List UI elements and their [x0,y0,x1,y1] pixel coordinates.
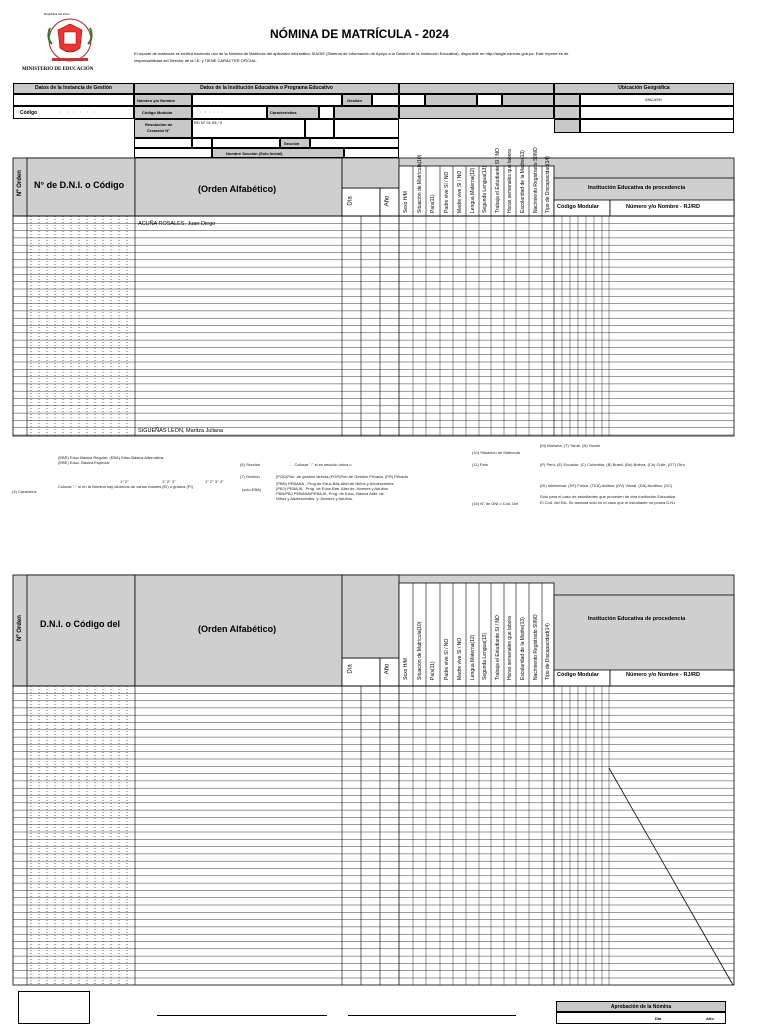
orden-label: Nº Orden [16,170,23,196]
rotated-header-3: Padre vive SI / NO [443,171,450,213]
note-3: (6) Sección [240,462,261,467]
note-15: 1° 2° 3° [162,479,176,484]
institucion-label: Datos de la Institución Educativa o Programa Educativo [200,85,333,91]
aprobacion-row [556,1012,726,1024]
alfabetico-label: (Orden Alfabético) [198,184,277,194]
rotated-header-11: Tipo de Discapacidad(14) [545,156,551,213]
aprobacion-label: Aprobación de la Nómina [610,1004,672,1010]
note-16: 1° 2° 3° 4° [205,479,224,484]
rotated-header-1: Situación de Matrícula(10) [416,154,423,213]
footer-line-2 [348,1015,516,1016]
rotated-header-3: Padre vive SI / NO [443,638,450,680]
rotated-header-10: Nacimiento Registrado SI/NO [532,614,539,680]
page-title: NÓMINA DE MATRÍCULA - 2024 [270,27,449,41]
rotated-header-6: Segunda Lengua(13) [482,166,488,213]
dni-label: N° de D.N.I. o Código [34,180,125,190]
rotated-header-9: Escolaridad de la Madre(13) [519,617,526,680]
resolucion-label-2: Creación N° [147,128,170,133]
codigo-modular-col-2: Código Modular [557,672,599,678]
note-20: (M) Mañana, (T) Tarde, (N) Noche [540,443,601,448]
ubicacion-label: Ubicación Geográfica [618,85,670,91]
caracteristica-label: Característica [270,110,297,115]
nombre-seccion-label: Nombre Sección (Solo Inicial) [226,151,283,156]
note-19: (16) N° de DNI o Cod. Del [472,501,519,506]
orden-label-2: Nº Orden [16,615,23,641]
anio-label-2: Año [384,663,391,675]
dia-label: Día [347,196,354,206]
seccion-label: Sección [284,141,300,146]
codigo-label: Código [20,110,38,116]
description-line-2: responsabilidad del Director de la I.E. y TIENE CARÁCTER OFICIAL. [134,58,258,63]
rotated-header-2: País(11) [430,661,436,680]
footer-box-left [18,991,90,1024]
note-4: ... Colocar "-" si es sección única o [290,462,352,467]
rotated-header-4: Madre vive SI / NO [456,170,463,213]
note-21: (P) Perú, (E) Ecuador, (C) Colombia, (B) Brasil, (Bo) Bolivia, (Ch) Chile, (OT) Otro [540,462,685,467]
alfabetico-label-2: (Orden Alfabético) [198,624,277,634]
note-6: (PGD)Púb. de gestión directa,(PGP)Pub.de Gestión Privada, (PR) Privada [276,474,408,479]
seal-caption: República del Perú [44,12,70,16]
codigo-modular-label: Código Modular [142,110,173,115]
cancel-diagonal-line [609,768,733,985]
rotated-header-10: Nacimiento Registrado SI/NO [532,147,539,213]
rotated-header-9: Escolaridad de la Madre(13) [519,150,526,213]
note-1: (EBR) Educ.Básica Regular, (EBA) Educ.Básica Alternativa, [58,455,165,460]
fecha-cell [342,575,399,658]
resolucion-value: RD N° 01 05 / 0 [194,120,223,125]
rotated-header-6: Segunda Lengua(13) [482,633,488,680]
rotated-header-8: Horas semanales que labora [507,616,513,680]
first-student: ACUÑA ROSALES, Juan Diego [138,221,216,227]
note-8: (PBJ) PEBAJA , Prog. de Educ.Bás. Alter.de Jóvenes y Adultos [276,486,388,491]
fecha-cell [342,158,399,188]
description-line-1: El reporte de matrícula se emitirá haciendo uso de la Nómina de Matrícula del aplicativo informático SIAGIE (Sistema de Información de Apoyo a la Gestión de la Institución Educativa), disponible en http://siagie.minedu.gob.pe. Este reporte es de [134,51,569,56]
dni-header-cell [27,575,135,686]
codigo-dots: : : : : : : [60,109,95,114]
rotated-header-1: Situación de Matrícula(10) [416,621,423,680]
table-1-body [13,216,734,436]
rotated-header-4: Madre vive SI / NO [456,637,463,680]
region-value: ANCASH [645,97,662,102]
codigo-modular-dots: : : : : : : [200,109,224,114]
instancia-label: Datos de la Instancia de Gestión [35,85,112,91]
note-10: Niños y Adolescentes, y Jóvenes y Adultos. [276,496,353,501]
procedencia-label-2: Institución Educativa de procedencia [588,616,686,622]
note-13: Colocar "-" si en la Nómina hay alumnos de varias edades (EI) o grados (PI) [58,484,193,489]
aprobacion-dia: Día [655,1016,662,1021]
gestion-label: Gestión [347,98,362,103]
numero-nombre-label: Número y/o Nombre [137,98,176,103]
note-7: (PBN) PEBANA , Prog.de Educ.Bás.Alter.de Niños y Adolescentes [276,481,394,486]
note-11: (solo EBA) [242,487,262,492]
rotated-header-7: Trabaja el Estudiante SI / NO [494,615,501,680]
rotated-header-0: Sexo H/M [403,658,409,680]
note-2: (EBE) Educ. Básica Especial [58,460,110,465]
note-12: (4) Caracterís. [12,489,38,494]
numero-nombre-col: Número y/o Nombre - RJ/RD [626,204,700,210]
note-14: 1° 2° [120,479,129,484]
rotated-header-0: Sexo H/M [403,191,409,213]
procedencia-label: Institución Educativa de procedencia [588,185,686,191]
rotated-header-8: Horas semanales que labora [507,149,513,213]
note-17: (10) Situación de Matrícula [472,450,520,455]
rotated-header-2: País(11) [430,194,436,213]
footer-line-1 [157,1015,327,1016]
note-22: (DI) Intelectual, (DF) Física, (TEA) Autista, (DV) Visual, (DA) Auditiva, (SC) [540,483,673,488]
last-student: SIGUEÑAS LEON, Maritza Juliana [138,428,223,434]
note-5: (7) Gestión [240,474,260,479]
numero-nombre-col-2: Número y/o Nombre - RJ/RD [626,672,700,678]
note-23: Solo para el caso de estudiantes que proceden de otra Institución Educativa. [540,494,677,499]
note-24: El Cód. del Est. Se anotará sólo en el caso que el estudiante no posea D.N.I. [540,500,677,505]
codigo-modular-col: Código Modular [557,204,599,210]
rotated-header-7: Trabaja el Estudiante SI / NO [494,148,501,213]
note-9: PBN/PBJ PEBANA/PEBAJA, Prog. de Educ. Básica Alter. de [276,491,384,496]
dia-label-2: Día [347,664,354,674]
dni-label-2: D.N.I. o Código del [40,619,120,629]
table-2-body [13,686,734,985]
aprobacion-anio: Año [706,1016,714,1021]
rotated-header-11: Tipo de Discapacidad(14) [545,623,551,680]
rotated-header-5: Lengua Materna(12) [469,634,476,680]
note-18: (11) País [472,462,488,467]
ministry-name: MINISTERIO DE EDUCACIÓN [22,67,94,72]
resolucion-label-1: Resolución de [145,122,173,127]
anio-label: Año [384,195,391,207]
rotated-header-5: Lengua Materna(12) [469,167,476,213]
